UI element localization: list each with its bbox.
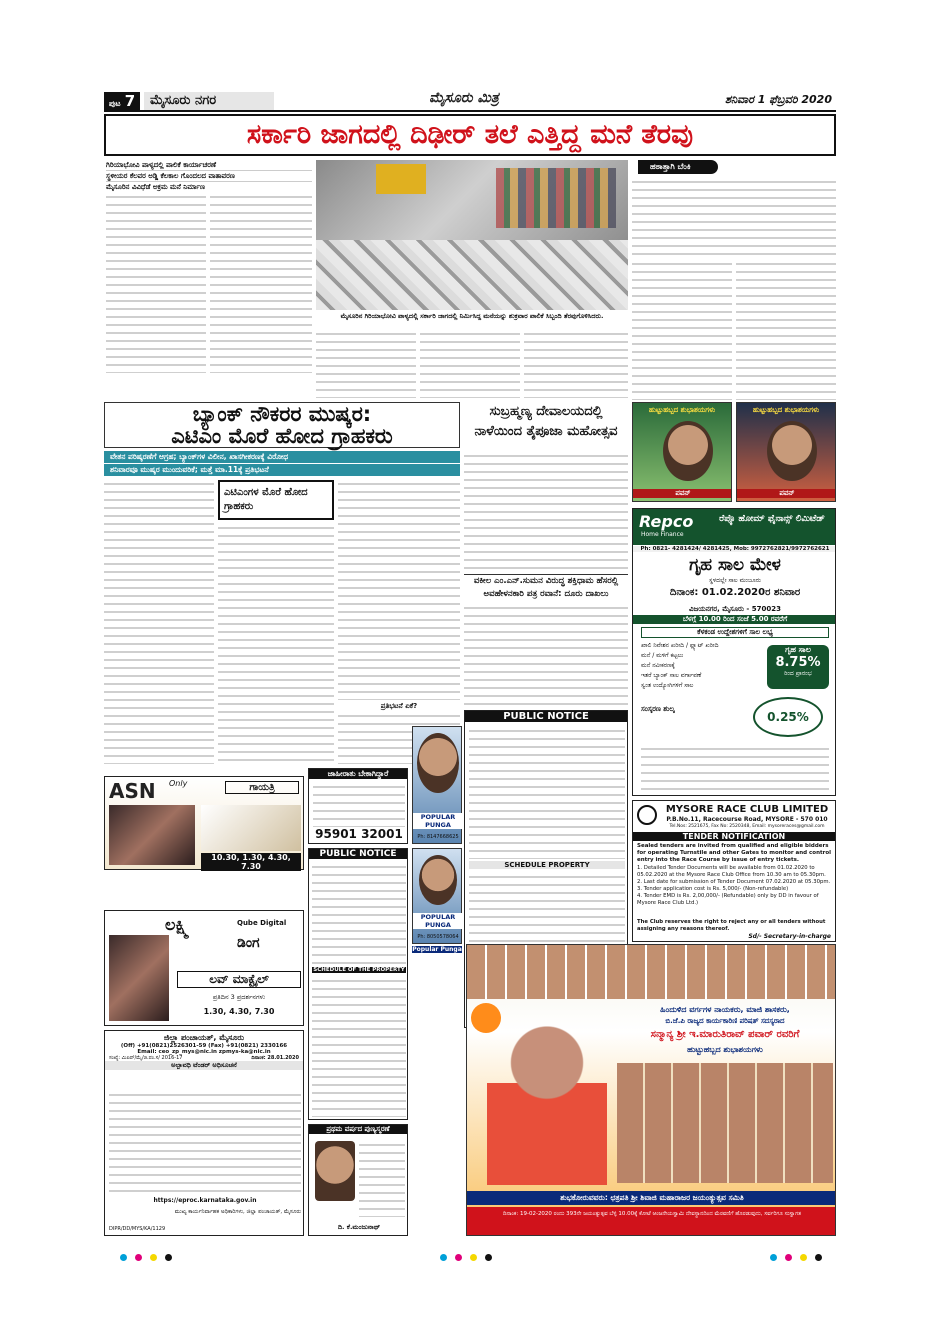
- side-story-tag: ಹಠಾತ್ತಾಗಿ ಬೆಂಕಿ: [638, 160, 718, 174]
- repco-place: ವಿಜಯನಗರ, ಮೈಸೂರು - 570023: [689, 605, 781, 613]
- dot-magenta: [785, 1254, 792, 1261]
- bank-headline-line1: ಬ್ಯಾಂಕ್ ನೌಕರರ ಮುಷ್ಕರ:: [192, 402, 372, 426]
- lead-body-col3: [316, 330, 416, 398]
- header-date: ಶನಿವಾರ 1 ಫೆಬ್ರವರಿ 2020: [725, 93, 832, 106]
- lead-headline-text: ಸರ್ಕಾರಿ ಜಾಗದಲ್ಲಿ ದಿಢೀರ್ ತಲೆ ಎತ್ತಿದ್ದ ಮನೆ ತೆರವು: [246, 119, 694, 150]
- lead-photo: [316, 160, 628, 310]
- repco-feature: ಇತರೆ ಬ್ಯಾಂಕ್ ಸಾಲ ವರ್ಗಾವಣೆ: [641, 672, 702, 679]
- dot-black: [165, 1254, 172, 1261]
- bank-headline: [104, 402, 460, 448]
- bank-subhead-2: ಪ್ರತಿಭಟನೆ ಏಕೆ?: [380, 702, 418, 710]
- jcb: [376, 164, 426, 194]
- temple-body: [464, 452, 628, 572]
- asn-theatre: ಗಾಯತ್ರಿ: [225, 781, 299, 794]
- repco-mela: ಗೃಹ ಸಾಲ ಮೇಳ: [689, 555, 781, 575]
- repco-rate: 8.75%: [775, 655, 821, 670]
- repco-footer: [641, 745, 829, 791]
- contact-ad-title: ಜಾಹೀರಾತು ಬೇಕಾಗಿದ್ದಾರೆ: [309, 769, 407, 779]
- supporters-row: [617, 1063, 833, 1183]
- public-notice-2-title: PUBLIC NOTICE: [309, 849, 407, 859]
- race-club-logo: [637, 805, 657, 825]
- bank-headline-line2: ಎಟಿಎಂ ಮೊರೆ ಹೋದ ಗ್ರಾಹಕರು: [171, 424, 393, 448]
- asn-only: Only: [169, 779, 188, 788]
- zp-notice-sub: ಅಲ್ಪಾವಧಿ ಟೆಂಡರ್ ಅಧಿಸೂಚನೆ: [105, 1061, 303, 1070]
- lead-bullets: [106, 160, 312, 192]
- page-header: [104, 90, 836, 112]
- politics-wish: ಹುಟ್ಟುಹಬ್ಬದ ಶುಭಾಶಯಗಳು: [687, 1045, 763, 1054]
- asn-brand: ASN: [109, 779, 156, 803]
- dot-magenta: [135, 1254, 142, 1261]
- politics-ad: [466, 944, 836, 1236]
- lead-body-col5: [524, 330, 628, 398]
- lakshmi-movie2-label: ಪ್ರತಿದಿನ 3 ಪ್ರದರ್ಶನಗಳು: [212, 993, 266, 1001]
- asn-shows: 10.30, 1.30, 4.30, 7.30: [201, 853, 301, 871]
- politics-line1: ಹಿಂದುಳಿದ ವರ್ಗಗಳ ನಾಯಕರು, ಮಾಜಿ ಶಾಸಕರು,: [660, 1005, 790, 1014]
- repco-rate-badge: [767, 645, 829, 689]
- punga-phone: Ph: 8147668625: [417, 834, 459, 840]
- bank-subbox: [218, 480, 334, 520]
- lead-headline: [104, 114, 836, 156]
- contact-ad-phone: 95901 32001: [315, 827, 403, 841]
- race-club-item: 1. Detailed Tender Documents will be available from 01.02.2020 to 05.02.2020 at the Mysore Race Club Office from 10.30 am to 05.30pm.: [637, 865, 826, 878]
- avatar: [417, 733, 459, 793]
- zp-notice-date: ದಿನಾಂಕ: 28.01.2020: [251, 1055, 299, 1061]
- public-notice-2-schedule: SCHEDULE OF THE PROPERTY: [313, 967, 405, 973]
- lakshmi-digital: Qube Digital: [237, 919, 287, 927]
- lead-photo-caption: ಮೈಸೂರಿನ ಗಿರಿಯಾಭೋವಿ ಪಾಳ್ಯದಲ್ಲಿ ಸರ್ಕಾರಿ ಜಾಗದಲ್ಲಿ ನಿರ್ಮಿಸಿದ್ದ ಮನೆಯನ್ನು ಶುಕ್ರವಾರ ಪಾಲಿಕೆ ಸಿಬ್ಬಂದಿ ತೆರವುಗೊಳಿಸಿದರು.: [340, 312, 604, 320]
- registration-dots: [440, 1246, 495, 1265]
- zp-notice-footer: ಮುಖ್ಯ ಕಾರ್ಯನಿರ್ವಾಹಕ ಅಧಿಕಾರಿಗಳು, ಜಿಲ್ಲಾ ಪಂಚಾಯತ್, ಮೈಸೂರು: [174, 1209, 301, 1215]
- bank-body-col3: [338, 480, 460, 700]
- lawyer-headline: [464, 574, 628, 602]
- side-story: [632, 160, 836, 400]
- lawyer-headline-line1: ವಕೀಲ ಎಂ.ಎನ್.ಸುಮನ ವಿರುದ್ಧ ಶಕ್ತಿಧಾಮ ಹೆಸರಲ್ಲಿ: [473, 576, 619, 586]
- repco-rate-sub: ರಿಂದ ಪ್ರಾರಂಭ: [784, 670, 812, 677]
- lakshmi-ad: [104, 910, 304, 1026]
- repco-name: ರೆಪ್ಕೊ ಹೋಮ್ ಫೈನಾನ್ಸ್ ಲಿಮಿಟೆಡ್: [719, 514, 825, 524]
- dot-cyan: [120, 1254, 127, 1261]
- race-club-address: P.B.No.11, Racecourse Road, MYSORE - 570 010: [666, 816, 828, 823]
- bank-subhead: ಎಟಿಎಂಗಳ ಮೊರೆ ಹೋದ ಗ್ರಾಹಕರು: [224, 487, 308, 512]
- lakshmi-brand: ಲಕ್ಷ್ಮಿ: [165, 915, 189, 934]
- zp-notice-body: [109, 1091, 301, 1195]
- repco-time: ಬೆಳಗ್ಗೆ 10.00 ರಿಂದ ಸಂಜೆ 5.00 ರವರೆಗೆ: [633, 615, 836, 624]
- repco-rate-title: ಗೃಹ ಸಾಲ: [785, 645, 811, 654]
- movie-poster: [109, 805, 195, 865]
- public-notice-title: PUBLIC NOTICE: [465, 711, 627, 722]
- zp-notice-phone: (Off) +91(0821)2526301-59 (Fax) +91(0821) 2330166: [120, 1043, 288, 1049]
- repco-features: [641, 641, 761, 691]
- contact-ad: [308, 768, 408, 844]
- bank-bullet: ವೇತನ ಪರಿಷ್ಕರಣೆಗೆ ಆಗ್ರಹ; ಬ್ಯಾಂಕ್‌ಗಳ ವಿಲೀನ, ಖಾಸಗೀಕರಣಕ್ಕೆ ವಿರೋಧ: [104, 451, 460, 463]
- birthday-ad-title: ಹುಟ್ಟುಹಬ್ಬದ ಶುಭಾಶಯಗಳು: [752, 406, 820, 414]
- lead-bullet: ಮೈಸೂರಿನ ವಿವಿಧೆಡೆ ಅಕ್ರಮ ಮನೆ ನಿರ್ಮಾಣ: [106, 183, 205, 191]
- avatar: [663, 421, 713, 481]
- leader-photo: [487, 1015, 607, 1185]
- crowd: [496, 168, 616, 228]
- race-club-item: 4. Tender EMD is Rs. 2,00,000/- (Refundable) only by DD in favour of Mysore Race Club Ltd.): [637, 893, 819, 906]
- lakshmi-movie: ಡಿಂಗ: [237, 935, 260, 951]
- lead-body-col2: [210, 193, 312, 373]
- race-club-sign: Sd/- Secretary-in-charge: [748, 933, 831, 940]
- repco-processing-rate: 0.25%: [767, 710, 809, 724]
- punga-title: POPULAR PUNGA: [413, 813, 463, 829]
- side-story-body: [632, 178, 836, 256]
- side-story-col1: [632, 260, 732, 400]
- page-number: 7: [124, 92, 136, 110]
- dot-cyan: [770, 1254, 777, 1261]
- asn-ad: [104, 776, 304, 870]
- birthday-ad-2: [736, 402, 836, 502]
- race-club-phone: Tel.Nos: 2521675, Fax No: 2520348, Email: mysoreraces@gmail.com: [669, 824, 825, 829]
- lead-body-col4: [420, 330, 520, 398]
- politics-name: ಸನ್ಮಾನ್ಯ ಶ್ರೀ ಇ.ಮಾರುತಿರಾವ್ ಪವಾರ್ ರವರಿಗೆ: [650, 1029, 800, 1040]
- politics-footer1: ಶುಭಕೋರುವವರು: ಛತ್ರಪತಿ ಶ್ರೀ ಶಿವಾಜಿ ಮಹಾರಾಜರ ಜಯಂತ್ಯುತ್ಸವ ಸಮಿತಿ: [467, 1191, 836, 1205]
- race-club-title: MYSORE RACE CLUB LIMITED: [665, 804, 829, 815]
- dot-magenta: [455, 1254, 462, 1261]
- race-club-footer: The Club reserves the right to reject any or all tenders without assigning any reasons thereof.: [637, 919, 826, 932]
- repco-processing-badge: [753, 697, 823, 737]
- lakshmi-shows: 1.30, 4.30, 7.30: [203, 1007, 275, 1016]
- race-club-intro: Sealed tenders are invited from qualified and eligible bidders for operating Turnstile and other Gates to monitor and control entry into the Race Course by issue of entry tickets.: [637, 843, 831, 863]
- zp-notice-code: DIPR/DD/MYS/KA/1129: [109, 1226, 166, 1232]
- repco-feature: ಮನೆ / ಮಳಿಗೆ ಕಟ್ಟಲು: [641, 652, 684, 659]
- bank-body-col2: [218, 524, 334, 764]
- birthday-ad-1: [632, 402, 732, 502]
- lawyer-headline-line2: ಅವಹೇಳನಕಾರಿ ಪತ್ರ ರವಾನೆ: ದೂರು ದಾಖಲು: [483, 589, 609, 599]
- dot-black: [815, 1254, 822, 1261]
- repco-header: [633, 509, 836, 545]
- lakshmi-movie2: ಲವ್ ಮಾಕ್ಟೈಲ್: [177, 971, 301, 988]
- registration-dots: [120, 1246, 175, 1265]
- bank-bullet: ಶನಿವಾರವೂ ಮುಷ್ಕರ ಮುಂದುವರಿಕೆ; ಮತ್ತೆ ಮಾ.11ಕ್ಕೆ ಪ್ರತಿಭಟನೆ: [104, 464, 460, 476]
- repco-brand-sub: Home Finance: [641, 531, 684, 538]
- public-notice-2-schedule-body: [312, 977, 406, 1117]
- memorial-body: [359, 1141, 405, 1217]
- section-title: ಮೈಸೂರು ನಗರ: [144, 92, 274, 110]
- lead-bullet: ಗಿರಿಯಾಭೋವಿ ಪಾಳ್ಯದಲ್ಲಿ ಪಾಲಿಕೆ ಕಾರ್ಯಾಚರಣೆ: [106, 160, 312, 171]
- public-notice-2-body: [312, 863, 406, 965]
- masthead-logo: ಮೈಸೂರು ಮಿತ್ರ: [429, 90, 499, 106]
- punga-phone: Ph: 8050578064: [417, 934, 459, 940]
- repco-phone: Ph: 0821- 4281424/ 4281425, Mob: 9972762821/9972762621: [633, 546, 836, 552]
- punga-ad-2: [412, 848, 462, 944]
- registration-dots: [770, 1246, 825, 1265]
- punga-ad-main-1: [412, 726, 462, 727]
- repco-feature: ಮನೆ ನವೀಕರಣಕ್ಕೆ: [641, 662, 675, 669]
- debris: [316, 240, 628, 310]
- movie-poster-2: [201, 805, 301, 851]
- temple-headline-line1: ಸುಬ್ರಹ್ಮಣ್ಯ ದೇವಾಲಯದಲ್ಲಿ: [489, 404, 603, 419]
- page-label: ಪುಟ: [108, 99, 121, 108]
- side-story-col2: [736, 260, 836, 400]
- punga-title: POPULAR PUNGA: [413, 913, 463, 929]
- lead-bullet: ಸ್ಥಳೀಯರ ಕೆಲವರ ಅಡ್ಡಿ ಕೆಲಕಾಲ ಗೊಂದಲದ ವಾತಾವರಣ: [106, 171, 312, 182]
- dot-yellow: [800, 1254, 807, 1261]
- repco-brand: Repco: [639, 512, 694, 531]
- zp-notice-url: https://eproc.karnataka.gov.in: [153, 1197, 257, 1204]
- race-club-notice: TENDER NOTIFICATION: [633, 832, 835, 841]
- avatar: [419, 855, 457, 905]
- repco-ad: [632, 508, 836, 796]
- punga-footer: Popular Punga: [412, 946, 462, 953]
- politics-footer2: ದಿನಾಂಕ: 19-02-2020 ರಂದು 393ನೇ ಜಯಂತ್ಯುತ್ಸವ ಬೆಳ್ಳಿ 10.00ಕ್ಕೆ ಕೋಟೆ ಆಂಜನೇಯಸ್ವಾಮಿ ದೇವಸ್ಥಾನದಿಂದ ಮೆರವಣಿಗೆ ಹೊರಡುವುದು, ಸರ್ವರಿಗೂ ಸುಸ್ವಾಗತ: [467, 1207, 836, 1236]
- memorial-name: ದಿ. ಕೆ.ಮಂಜುನಾಥ್: [337, 1223, 381, 1231]
- race-club-item: 2. Last date for submission of Tender Document 07.02.2020 at 05.30pm.: [637, 879, 831, 885]
- avatar: [315, 1141, 355, 1201]
- public-notice-schedule: SCHEDULE PROPERTY: [469, 861, 625, 869]
- leaders-row: [467, 945, 836, 999]
- birthday-ad-title: ಹುಟ್ಟುಹಬ್ಬದ ಶುಭಾಶಯಗಳು: [648, 406, 716, 414]
- lead-body-col1: [106, 193, 206, 373]
- temple-headline-line2: ನಾಳೆಯಿಂದ ತೈಪೂಜಾ ಮಹೋತ್ಸವ: [474, 424, 618, 439]
- temple-headline: [464, 402, 628, 448]
- avatar: [767, 421, 817, 481]
- public-notice-2: [308, 848, 408, 1120]
- dot-yellow: [150, 1254, 157, 1261]
- birthday-name: ಪವನ್: [633, 489, 732, 498]
- page-number-box: [104, 92, 140, 110]
- movie-poster: [109, 935, 169, 1021]
- zp-notice-ref: ಸಂಖ್ಯೆ: ಮಿಪಿಪ್/ಮೈ/ಜಿ.ಪಂ.ಸ/ 2016-17: [109, 1055, 183, 1061]
- memorial-title: ಪ್ರಥಮ ವರ್ಷದ ಪುಣ್ಯಸ್ಮರಣೆ: [309, 1125, 407, 1134]
- politics-line2: ಬಿ.ಜೆ.ಪಿ ರಾಜ್ಯದ ಕಾರ್ಯಕಾರಿಣಿ ಪರಿಷತ್ ಸದಸ್ಯರಾದ: [665, 1017, 785, 1025]
- repco-feature: ಸ್ವಂತ ಉದ್ಯೋಗಿಗಳಿಗೆ ಸಾಲ: [641, 682, 694, 689]
- birthday-name: ಪವನ್: [737, 489, 836, 498]
- punga-ad-1: [412, 726, 462, 844]
- dot-yellow: [470, 1254, 477, 1261]
- zp-notice-email: Email: ceo_zp_mys@nic.in zpmys-ka@nic.in: [137, 1049, 271, 1055]
- repco-date: ದಿನಾಂಕ: 01.02.2020ರ ಶನಿವಾರ: [669, 587, 801, 598]
- bank-body-col1: [104, 480, 214, 764]
- zp-notice: [104, 1030, 304, 1236]
- repco-features-title: ಕೆಳಕಂಡ ಉದ್ದೇಶಗಳಿಗೆ ಸಾಲ ಲಭ್ಯ: [641, 627, 829, 638]
- zp-notice-title: ಜಿಲ್ಲಾ ಪಂಚಾಯತ್, ಮೈಸೂರು: [163, 1033, 245, 1042]
- public-notice-body: [469, 727, 625, 859]
- memorial-ad: [308, 1124, 408, 1236]
- dot-cyan: [440, 1254, 447, 1261]
- contact-ad-body: [313, 783, 405, 827]
- repco-feature: ಖಾಲಿ ನಿವೇಶನ ಖರೀದಿ / ಫ್ಲ್ಯಾಟ್ ಖರೀದಿ: [641, 642, 719, 649]
- repco-sub: ಸ್ಥಳದಲ್ಲೇ ಸಾಲ ಮಂಜೂರು: [709, 577, 761, 584]
- race-club-items: [637, 865, 833, 907]
- dot-black: [485, 1254, 492, 1261]
- race-club-item: 3. Tender application cost is Rs. 5,000/- (Non-refundable): [637, 886, 789, 892]
- repco-processing-label: ಸಂಸ್ಕರಣ ಶುಲ್ಕ: [641, 705, 675, 713]
- lawyer-body: [464, 604, 628, 708]
- race-club-ad: [632, 800, 836, 942]
